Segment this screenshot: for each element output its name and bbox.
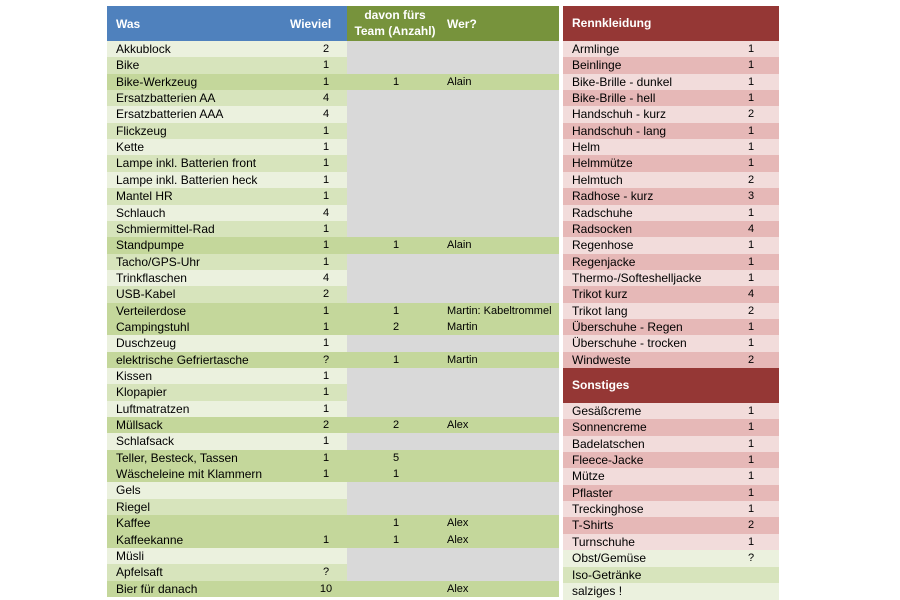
item-name: Lampe inkl. Batterien heck (107, 172, 309, 189)
responsible-person (445, 482, 559, 499)
team-count (347, 123, 445, 140)
responsible-person (445, 106, 559, 123)
team-count (347, 188, 445, 205)
clothing-item: Trikot lang (563, 303, 727, 320)
header-rennkleidung: Rennkleidung (563, 6, 779, 41)
team-count (347, 401, 445, 418)
team-count (347, 384, 445, 401)
item-name: Luftmatratzen (107, 401, 309, 418)
clothing-item: Bike-Brille - hell (563, 90, 727, 107)
item-name: Müsli (107, 548, 309, 565)
item-count: 1 (309, 319, 347, 336)
responsible-person: Martin (445, 319, 559, 336)
team-count: 1 (347, 532, 445, 549)
item-name: Riegel (107, 499, 309, 516)
clothing-count: 1 (727, 335, 779, 352)
item-name: Apfelsaft (107, 564, 309, 581)
item-name: Teller, Besteck, Tassen (107, 450, 309, 467)
item-count: 4 (309, 270, 347, 287)
responsible-person (445, 188, 559, 205)
item-count: 1 (309, 384, 347, 401)
responsible-person (445, 401, 559, 418)
item-count: 1 (309, 237, 347, 254)
misc-item: Treckinghose (563, 501, 727, 518)
item-name: Kette (107, 139, 309, 156)
misc-count: 1 (727, 534, 779, 551)
misc-count: 1 (727, 501, 779, 518)
team-count: 2 (347, 417, 445, 434)
misc-item: Obst/Gemüse (563, 550, 727, 567)
responsible-person (445, 286, 559, 303)
item-count: 1 (309, 172, 347, 189)
item-name: Mantel HR (107, 188, 309, 205)
team-count (347, 482, 445, 499)
team-count (347, 90, 445, 107)
header-team-line2: Team (Anzahl) (354, 24, 436, 38)
responsible-person (445, 499, 559, 516)
item-count: 2 (309, 41, 347, 58)
header-wer: Wer? (447, 17, 477, 31)
item-count: 1 (309, 401, 347, 418)
responsible-person (445, 466, 559, 483)
responsible-person: Martin: Kabeltrommel (445, 303, 559, 320)
misc-count: 1 (727, 452, 779, 469)
responsible-person (445, 433, 559, 450)
team-count (347, 139, 445, 156)
clothing-count: 4 (727, 221, 779, 238)
item-name: Duschzeug (107, 335, 309, 352)
misc-count: ? (727, 550, 779, 567)
item-count: 2 (309, 417, 347, 434)
responsible-person (445, 384, 559, 401)
item-name: USB-Kabel (107, 286, 309, 303)
clothing-item: Handschuh - kurz (563, 106, 727, 123)
team-count: 2 (347, 319, 445, 336)
responsible-person (445, 221, 559, 238)
clothing-item: Thermo-/Softeshelljacke (563, 270, 727, 287)
team-count: 1 (347, 74, 445, 91)
clothing-item: Trikot kurz (563, 286, 727, 303)
clothing-item: Radsocken (563, 221, 727, 238)
item-count (309, 499, 347, 516)
clothing-item: Helm (563, 139, 727, 156)
item-count: 1 (309, 188, 347, 205)
item-name: Schlauch (107, 205, 309, 222)
item-name: Standpumpe (107, 237, 309, 254)
team-count: 1 (347, 237, 445, 254)
misc-item: Fleece-Jacke (563, 452, 727, 469)
team-count (347, 57, 445, 74)
responsible-person (445, 41, 559, 58)
responsible-person (445, 172, 559, 189)
team-count: 5 (347, 450, 445, 467)
item-name: Klopapier (107, 384, 309, 401)
item-name: Gels (107, 482, 309, 499)
item-name: elektrische Gefriertasche (107, 352, 309, 369)
item-count: 1 (309, 155, 347, 172)
team-count: 1 (347, 466, 445, 483)
team-count (347, 564, 445, 581)
item-name: Campingstuhl (107, 319, 309, 336)
item-count: 4 (309, 106, 347, 123)
item-name: Trinkflaschen (107, 270, 309, 287)
clothing-count: 1 (727, 205, 779, 222)
header-was: Was (116, 17, 141, 31)
responsible-person (445, 205, 559, 222)
clothing-item: Handschuh - lang (563, 123, 727, 140)
team-count (347, 41, 445, 58)
item-count: 2 (309, 286, 347, 303)
item-count: 4 (309, 90, 347, 107)
clothing-count: 1 (727, 319, 779, 336)
clothing-item: Windweste (563, 352, 727, 369)
item-name: Ersatzbatterien AAA (107, 106, 309, 123)
misc-count: 1 (727, 485, 779, 502)
team-count (347, 155, 445, 172)
item-name: Schlafsack (107, 433, 309, 450)
responsible-person: Alex (445, 532, 559, 549)
clothing-count: 2 (727, 172, 779, 189)
misc-item: Badelatschen (563, 436, 727, 453)
clothing-item: Überschuhe - trocken (563, 335, 727, 352)
clothing-item: Helmmütze (563, 155, 727, 172)
item-name: Kaffeekanne (107, 532, 309, 549)
item-name: Schmiermittel-Rad (107, 221, 309, 238)
item-count: ? (309, 564, 347, 581)
team-count (347, 433, 445, 450)
item-count: 1 (309, 221, 347, 238)
team-count (347, 270, 445, 287)
item-name: Wäscheleine mit Klammern (107, 466, 309, 483)
item-name: Tacho/GPS-Uhr (107, 254, 309, 271)
item-name: Bier für danach (107, 581, 309, 598)
clothing-count: 4 (727, 286, 779, 303)
misc-item: Sonnencreme (563, 419, 727, 436)
misc-item: Pflaster (563, 485, 727, 502)
item-name: Bike (107, 57, 309, 74)
item-name: Bike-Werkzeug (107, 74, 309, 91)
responsible-person: Alain (445, 237, 559, 254)
team-count (347, 499, 445, 516)
team-count (347, 286, 445, 303)
item-count: 1 (309, 466, 347, 483)
clothing-count: 1 (727, 237, 779, 254)
item-count (309, 482, 347, 499)
item-count: 1 (309, 433, 347, 450)
team-count (347, 254, 445, 271)
item-count: 1 (309, 335, 347, 352)
responsible-person (445, 57, 559, 74)
clothing-item: Regenhose (563, 237, 727, 254)
item-count: 4 (309, 205, 347, 222)
misc-count (727, 583, 779, 600)
team-count (347, 172, 445, 189)
item-count: 1 (309, 368, 347, 385)
clothing-item: Überschuhe - Regen (563, 319, 727, 336)
misc-count: 1 (727, 403, 779, 420)
misc-count (727, 567, 779, 584)
responsible-person: Alex (445, 581, 559, 598)
misc-item: Gesäßcreme (563, 403, 727, 420)
team-count (347, 106, 445, 123)
item-count (309, 548, 347, 565)
clothing-count: 1 (727, 41, 779, 58)
team-count (347, 368, 445, 385)
item-name: Kissen (107, 368, 309, 385)
misc-count: 1 (727, 468, 779, 485)
responsible-person (445, 548, 559, 565)
clothing-item: Regenjacke (563, 254, 727, 271)
item-count: 1 (309, 57, 347, 74)
clothing-count: 1 (727, 270, 779, 287)
item-name: Flickzeug (107, 123, 309, 140)
item-count: 10 (309, 581, 347, 598)
team-count (347, 335, 445, 352)
clothing-item: Radschuhe (563, 205, 727, 222)
item-count: 1 (309, 123, 347, 140)
item-name: Lampe inkl. Batterien front (107, 155, 309, 172)
team-count (347, 221, 445, 238)
item-name: Verteilerdose (107, 303, 309, 320)
item-count: 1 (309, 74, 347, 91)
clothing-count: 1 (727, 155, 779, 172)
team-count (347, 548, 445, 565)
item-count (309, 515, 347, 532)
team-count (347, 205, 445, 222)
clothing-count: 2 (727, 303, 779, 320)
responsible-person (445, 139, 559, 156)
item-count: 1 (309, 532, 347, 549)
responsible-person: Alex (445, 417, 559, 434)
clothing-item: Helmtuch (563, 172, 727, 189)
item-name: Kaffee (107, 515, 309, 532)
misc-item: T-Shirts (563, 517, 727, 534)
misc-item: Turnschuhe (563, 534, 727, 551)
clothing-count: 1 (727, 139, 779, 156)
clothing-item: Beinlinge (563, 57, 727, 74)
clothing-count: 1 (727, 90, 779, 107)
team-count: 1 (347, 303, 445, 320)
misc-item: salziges ! (563, 583, 727, 600)
clothing-count: 1 (727, 57, 779, 74)
responsible-person: Alain (445, 74, 559, 91)
clothing-item: Armlinge (563, 41, 727, 58)
responsible-person (445, 450, 559, 467)
misc-item: Mütze (563, 468, 727, 485)
clothing-item: Radhose - kurz (563, 188, 727, 205)
responsible-person (445, 368, 559, 385)
item-count: 1 (309, 450, 347, 467)
responsible-person: Martin (445, 352, 559, 369)
clothing-count: 2 (727, 352, 779, 369)
clothing-count: 1 (727, 254, 779, 271)
header-wieviel: Wieviel (290, 17, 332, 31)
item-name: Akkublock (107, 41, 309, 58)
misc-count: 2 (727, 517, 779, 534)
team-count (347, 581, 445, 598)
clothing-count: 2 (727, 106, 779, 123)
item-count: 1 (309, 303, 347, 320)
misc-count: 1 (727, 436, 779, 453)
clothing-count: 1 (727, 74, 779, 91)
misc-count: 1 (727, 419, 779, 436)
clothing-count: 3 (727, 188, 779, 205)
clothing-count: 1 (727, 123, 779, 140)
responsible-person (445, 90, 559, 107)
responsible-person (445, 254, 559, 271)
header-team-line1: davon fürs (364, 8, 426, 22)
item-name: Müllsack (107, 417, 309, 434)
responsible-person: Alex (445, 515, 559, 532)
responsible-person (445, 123, 559, 140)
item-count: 1 (309, 254, 347, 271)
item-name: Ersatzbatterien AA (107, 90, 309, 107)
responsible-person (445, 270, 559, 287)
team-count: 1 (347, 352, 445, 369)
clothing-item: Bike-Brille - dunkel (563, 74, 727, 91)
header-sonstiges: Sonstiges (563, 368, 779, 403)
team-count: 1 (347, 515, 445, 532)
item-count: 1 (309, 139, 347, 156)
responsible-person (445, 564, 559, 581)
responsible-person (445, 335, 559, 352)
misc-item: Iso-Getränke (563, 567, 727, 584)
item-count: ? (309, 352, 347, 369)
responsible-person (445, 155, 559, 172)
